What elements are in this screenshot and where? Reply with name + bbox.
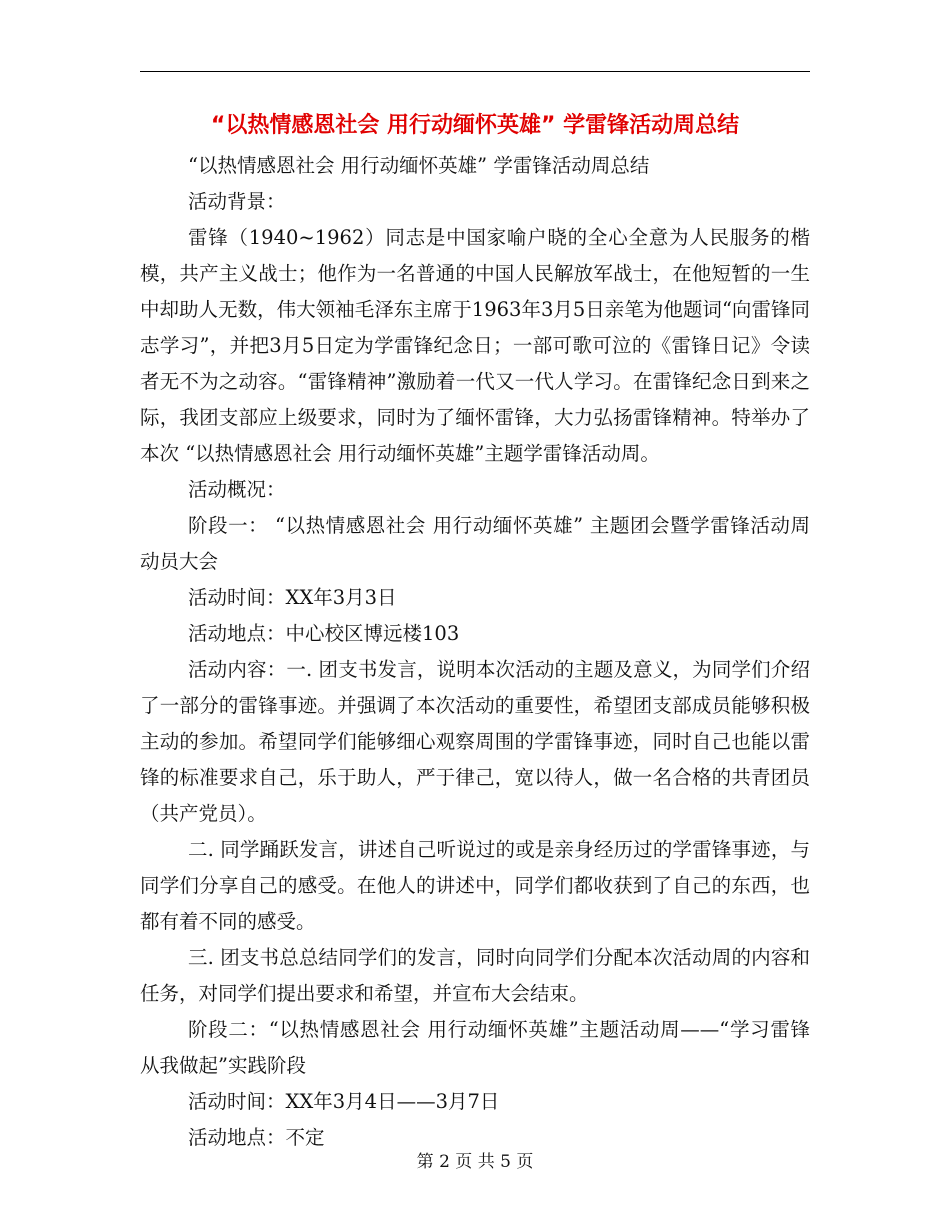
paragraph-background-heading: 活动背景： bbox=[188, 190, 286, 213]
paragraph-stage-one-content: 活动内容：一. 团支书发言，说明本次活动的主题及意义，为同学们介绍了一部分的雷锋事迹。并强调了本次活动的重要性，希望团支部成员能够积极主动的参加。希望同学们能够细心观察周围的学雷锋事迹，同时自己也能以雷锋的标准要求自己，乐于助人，严于律己，宽以待人，做一名合格的共青团员（共产党员）。 bbox=[140, 658, 810, 825]
paragraph-stage-two-time: 活动时间：XX年3月4日——3月7日 bbox=[188, 1090, 500, 1113]
paragraph-stage-two: 阶段二：“以热情感恩社会 用行动缅怀英雄”主题活动周——“学习雷锋 从我做起”实践阶段 bbox=[140, 1018, 810, 1077]
paragraph-stage-one-time: 活动时间：XX年3月3日 bbox=[188, 586, 397, 609]
paragraph-background-text: 雷锋（1940~1962）同志是中国家喻户晓的全心全意为人民服务的楷模，共产主义战士；他作为一名普通的中国人民解放军战士，在他短暂的一生中却助人无数，伟大领袖毛泽东主席于1963年3月5日亲笔为他题词“向雷锋同志学习”，并把3月5日定为学雷锋纪念日；一部可歌可泣的《雷锋日记》令读者无不为之动容。“雷锋精神”激励着一代又一代人学习。在雷锋纪念日到来之际，我团支部应上级要求，同时为了缅怀雷锋，大力弘扬雷锋精神。特举办了本次 “以热情感恩社会 用行动缅怀英雄”主题学雷锋活动周。 bbox=[140, 226, 810, 465]
page-number: 第 2 页 共 5 页 bbox=[416, 1152, 534, 1172]
paragraph-stage-one: 阶段一： “以热情感恩社会 用行动缅怀英雄” 主题团会暨学雷锋活动周动员大会 bbox=[140, 514, 810, 573]
header-rule bbox=[140, 71, 810, 72]
document-body bbox=[140, 148, 810, 1156]
paragraph-item-two: 二. 同学踊跃发言，讲述自己听说过的或是亲身经历过的学雷锋事迹，与同学们分享自己的感受。在他人的讲述中，同学们都收获到了自己的东西，也都有着不同的感受。 bbox=[140, 838, 810, 933]
paragraph-stage-one-location: 活动地点：中心校区博远楼103 bbox=[188, 622, 460, 645]
paragraph-overview-heading: 活动概况： bbox=[188, 478, 286, 501]
paragraph-item-three: 三. 团支书总总结同学们的发言，同时向同学们分配本次活动周的内容和任务，对同学们提出要求和希望，并宣布大会结束。 bbox=[140, 946, 810, 1005]
document-title: “以热情感恩社会 用行动缅怀英雄” 学雷锋活动周总结 bbox=[210, 113, 740, 138]
paragraph-stage-two-location: 活动地点：不定 bbox=[188, 1126, 325, 1149]
paragraph-subtitle: “以热情感恩社会 用行动缅怀英雄” 学雷锋活动周总结 bbox=[188, 154, 650, 177]
